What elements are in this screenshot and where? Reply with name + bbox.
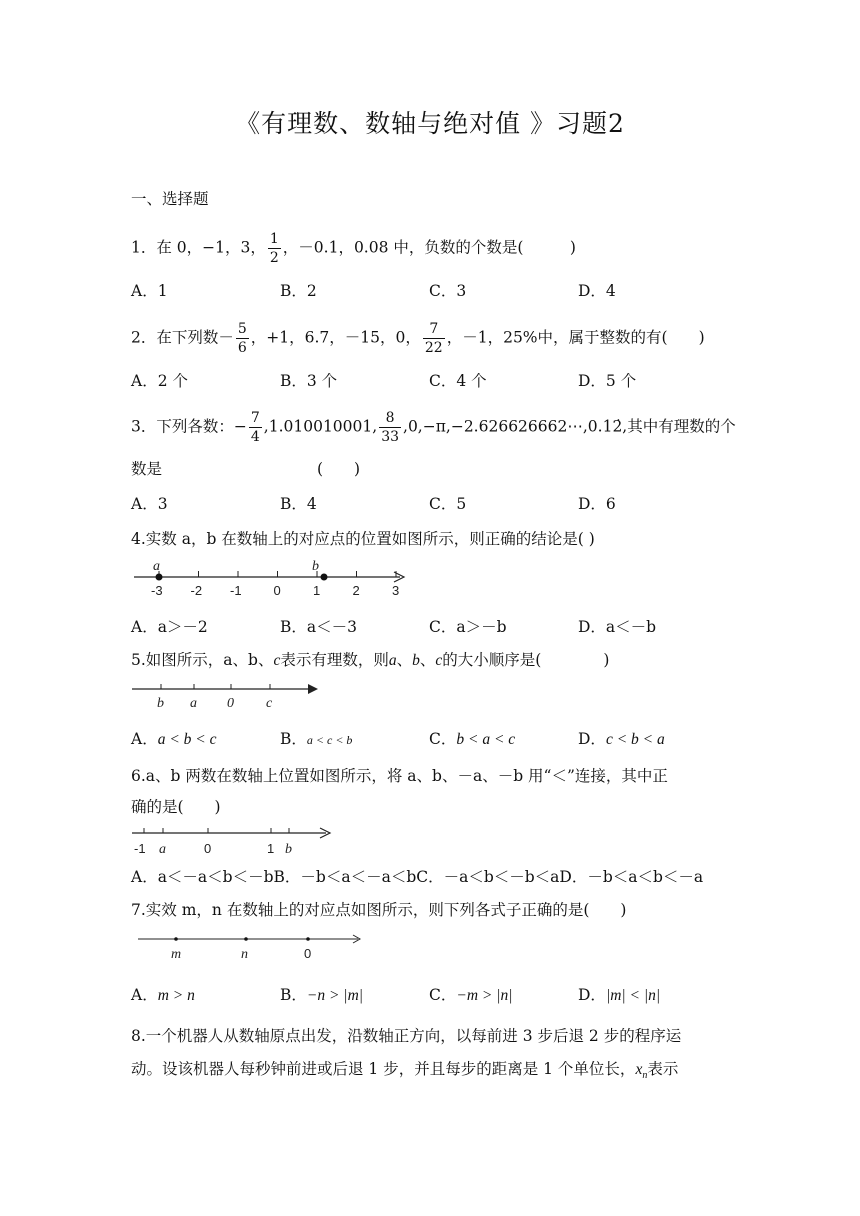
number-line-q4 [132, 558, 412, 600]
q1-option-a: A．1 [131, 282, 168, 300]
q5-option-a: A．a < b < c [131, 730, 217, 748]
question-3-continued: 数是 ( ) [131, 460, 361, 478]
tick-label: -1 [230, 583, 242, 598]
question-4: 4.实数 a，b 在数轴上的对应点的位置如图所示，则正确的结论是( ) [131, 530, 595, 548]
tick-label: 0 [273, 583, 281, 598]
point-label-a: a [153, 559, 160, 574]
q7-option-c: C．−m > |n| [429, 986, 513, 1004]
q3-option-d: D．6 [578, 495, 616, 513]
fraction: $\frac{1}{2}$ [269, 231, 279, 266]
q1-option-c: C．3 [429, 282, 467, 300]
question-6: 6.a、b 两数在数轴上位置如图所示，将 a、b、－a、－b 用“＜”连接，其中正 [131, 767, 668, 785]
q3-option-c: C．5 [429, 495, 467, 513]
q5-option-c: C．b < a < c [429, 730, 516, 748]
q5-option-d: D．c < b < a [578, 730, 665, 748]
tick-label-c: c [266, 696, 273, 711]
q2-option-c: C．4 个 [429, 372, 487, 390]
fraction: $\frac{8}{33}$ [381, 410, 400, 445]
question-6-continued: 确的是( ) [131, 798, 221, 816]
fraction: $\frac{7}{22}$ [424, 321, 443, 356]
tick-label: -2 [190, 583, 203, 598]
tick-label: 2 [352, 583, 360, 598]
q2-option-b: B．3 个 [280, 372, 338, 390]
fraction: $\frac{5}{6}$ [237, 321, 247, 356]
tick-label-0: 0 [204, 841, 212, 856]
point-label-b: b [312, 559, 319, 574]
q5-option-b: B．a < c < b [280, 730, 353, 748]
tick-label: 3 [392, 583, 400, 598]
number-line-q6 [132, 824, 342, 858]
question-7: 7.实效 m，n 在数轴上的对应点如图所示，则下列各式子正确的是( ) [131, 901, 627, 919]
section-heading: 一、选择题 [131, 190, 209, 208]
tick-label-0: 0 [227, 696, 234, 711]
tick-label-a: a [190, 696, 197, 711]
q1-option-d: D．4 [578, 282, 616, 300]
q2-option-a: A．2 个 [131, 372, 188, 390]
fraction: $\frac{7}{4}$ [250, 410, 260, 445]
question-8-continued: 动。设该机器人每秒钟前进或后退 1 步，并且每步的距离是 1 个单位长，$x_n$表示 [131, 1060, 679, 1082]
q2-option-d: D．5 个 [578, 372, 637, 390]
number-line-q7 [132, 932, 372, 966]
q4-option-d: D．a＜－b [578, 618, 657, 636]
tick-label: -3 [151, 583, 163, 598]
point-a [156, 574, 163, 581]
q4-option-c: C．a＞－b [429, 618, 507, 636]
q3-option-b: B．4 [280, 495, 317, 513]
tick-label-b: b [157, 696, 164, 711]
point-b [321, 574, 328, 581]
q1-option-b: B．2 [280, 282, 317, 300]
q6-options: A．a＜－a＜b＜－bB．－b＜a＜－a＜bC．－a＜b＜－b＜aD．－b＜a＜b＜－a [131, 868, 704, 886]
number-line-q5 [132, 680, 332, 712]
tick-label-b: b [285, 842, 292, 857]
q3-option-a: A．3 [131, 495, 168, 513]
tick-label-minus1: -1 [134, 841, 146, 856]
question-3: 3．下列各数：− $\frac{7}{4}$ ,1.010010001, $\frac{8}{33}$ ,0,−π,−2.626626662⋯,0.12̇,其中有理数的个 [131, 410, 736, 445]
tick-label-a: a [159, 842, 166, 857]
question-2: 2．在下列数－ $\frac{5}{6}$ ，+1，6.7，－15，0， $\frac{7}{22}$ ，－1，25%中，属于整数的有( ) [131, 321, 705, 356]
point-label-0: 0 [304, 946, 312, 961]
tick-label: 1 [313, 583, 321, 598]
q7-option-d: D．|m| < |n| [578, 986, 661, 1004]
point-label-n: n [241, 947, 248, 962]
q4-option-b: B．a＜－3 [280, 618, 357, 636]
question-1: 1．在 0，−1，3， $\frac{1}{2}$ ，－0.1，0.08 中，负数的个数是( ) [131, 231, 576, 266]
q4-option-a: A．a＞－2 [131, 618, 208, 636]
question-5: 5.如图所示，a、b、c表示有理数，则a、b、c的大小顺序是( ) [131, 651, 610, 669]
point-label-m: m [171, 947, 182, 962]
q7-option-a: A．m > n [131, 986, 195, 1004]
tick-label-1: 1 [267, 841, 275, 856]
q7-option-b: B．−n > |m| [280, 986, 364, 1004]
page-title: 《有理数、数轴与绝对值 》习题2 [235, 109, 625, 138]
question-8: 8.一个机器人从数轴原点出发，沿数轴正方向，以每前进 3 步后退 2 步的程序运 [131, 1027, 682, 1045]
